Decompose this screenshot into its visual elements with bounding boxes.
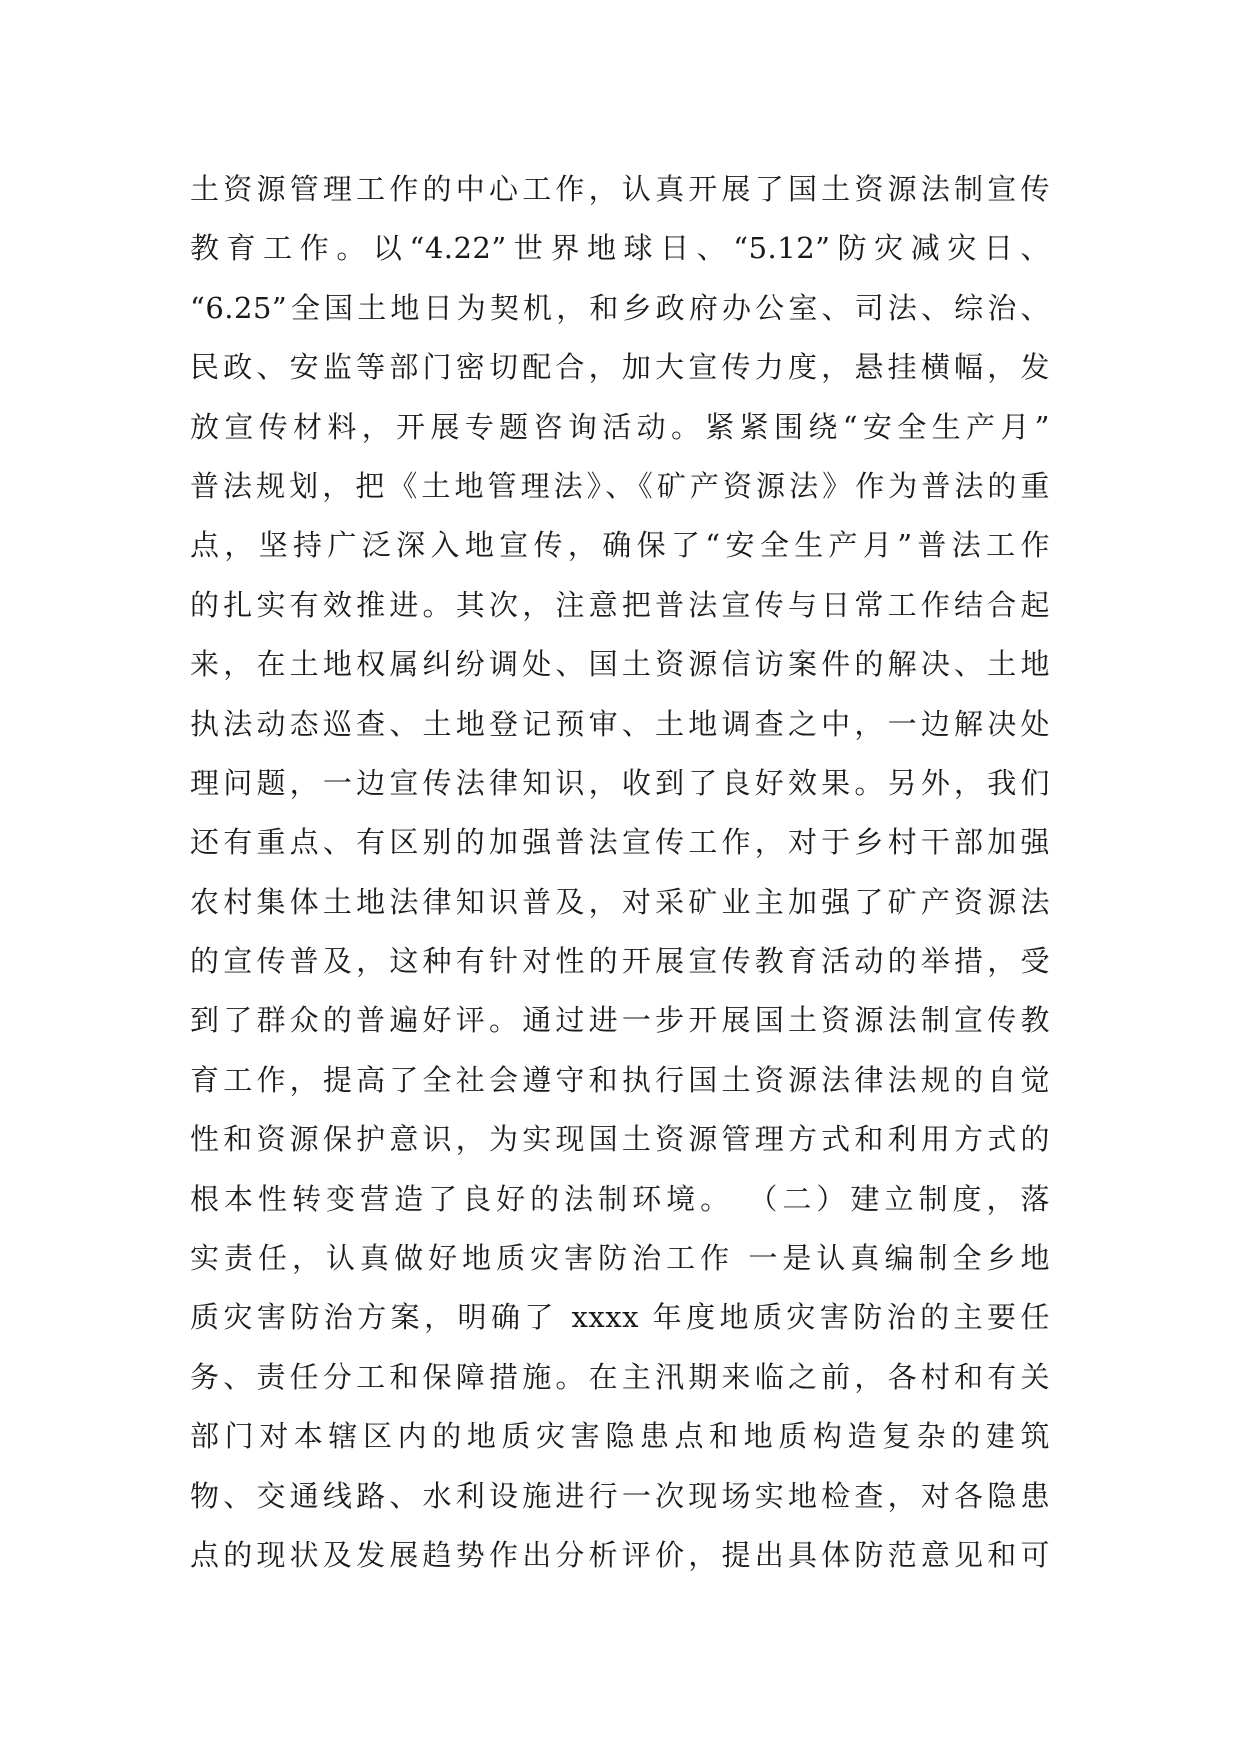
text-line: 物、交通线路、水利设施进行一次现场实地检查，对各隐患 [190, 1478, 1050, 1513]
text-line: 还有重点、有区别的加强普法宣传工作，对于乡村干部加强 [190, 825, 1050, 860]
text-line: “6.25”全国土地日为契机，和乡政府办公室、司法、综治、 [190, 290, 1050, 325]
body-text [190, 160, 1050, 1585]
text-line: 来，在土地权属纠纷调处、国土资源信访案件的解决、土地 [190, 647, 1050, 682]
text-line: 执法动态巡查、土地登记预审、土地调查之中，一边解决处 [190, 706, 1050, 741]
text-line: 质灾害防治方案，明确了 xxxx 年度地质灾害防治的主要任 [190, 1300, 1050, 1335]
text-line: 农村集体土地法律知识普及，对采矿业主加强了矿产资源法 [190, 884, 1050, 919]
text-line: 根本性转变营造了良好的法制环境。 （二）建立制度，落 [190, 1181, 1050, 1216]
text-line: 实责任，认真做好地质灾害防治工作 一是认真编制全乡地 [190, 1241, 1050, 1276]
text-line: 理问题，一边宣传法律知识，收到了良好效果。另外，我们 [190, 765, 1050, 800]
text-line: 育工作，提高了全社会遵守和执行国土资源法律法规的自觉 [190, 1062, 1050, 1097]
text-line: 民政、安监等部门密切配合，加大宣传力度，悬挂横幅，发 [190, 350, 1050, 385]
text-line: 的宣传普及，这种有针对性的开展宣传教育活动的举措，受 [190, 944, 1050, 979]
text-line: 点的现状及发展趋势作出分析评价，提出具体防范意见和可 [190, 1537, 1050, 1572]
text-line: 务、责任分工和保障措施。在主汛期来临之前，各村和有关 [190, 1359, 1050, 1394]
text-line: 普法规划，把《土地管理法》、《矿产资源法》作为普法的重 [190, 468, 1050, 503]
text-line: 性和资源保护意识，为实现国土资源管理方式和利用方式的 [190, 1122, 1050, 1157]
text-line: 土资源管理工作的中心工作，认真开展了国土资源法制宣传 [190, 172, 1050, 206]
text-line: 放宣传材料，开展专题咨询活动。紧紧围绕“安全生产月” [190, 409, 1050, 444]
text-line: 到了群众的普遍好评。通过进一步开展国土资源法制宣传教 [190, 1003, 1050, 1038]
text-line: 部门对本辖区内的地质灾害隐患点和地质构造复杂的建筑 [190, 1419, 1050, 1454]
text-line: 教育工作。以“4.22”世界地球日、“5.12”防灾减灾日、 [190, 231, 1050, 266]
text-line: 的扎实有效推进。其次，注意把普法宣传与日常工作结合起 [190, 587, 1050, 622]
text-line: 点，坚持广泛深入地宣传，确保了“安全生产月”普法工作 [190, 528, 1050, 563]
